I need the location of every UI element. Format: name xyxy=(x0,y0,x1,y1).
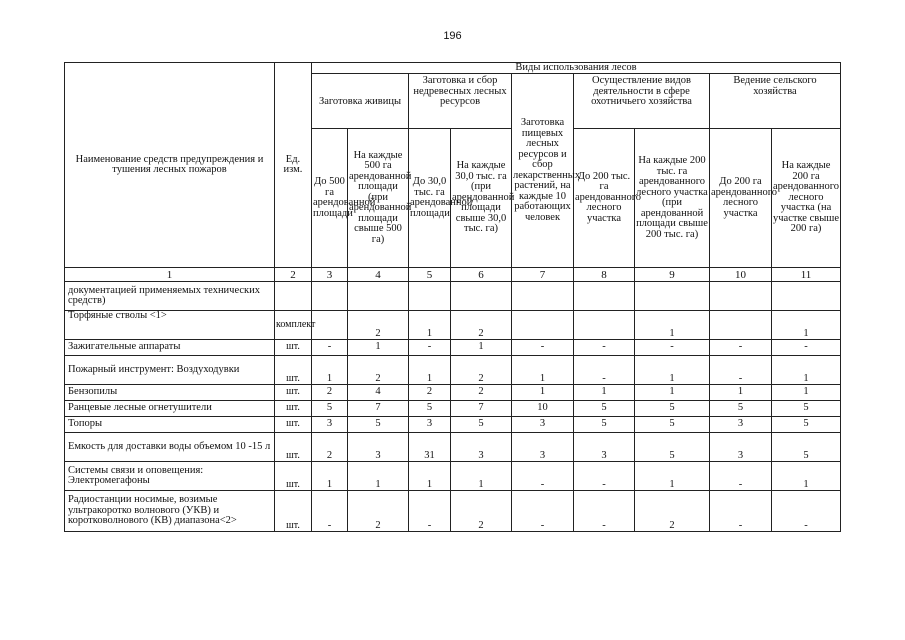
cell: 1 xyxy=(635,462,710,491)
column-number: 7 xyxy=(512,268,574,282)
header-name-column: Наименование средств предупреждения и тушения лесных пожаров xyxy=(65,63,275,268)
cell: 1 xyxy=(635,385,710,401)
column-number: 5 xyxy=(409,268,451,282)
cell: 5 xyxy=(574,401,635,417)
cell: 1 xyxy=(512,385,574,401)
row-unit: шт. xyxy=(275,433,312,462)
header-group-agriculture: Ведение сельского хозяйства xyxy=(710,74,841,129)
header-group-food-resources: Заготовка пищевых лесных ресурсов и сбор лекарственных растений, на каждые 10 работающих человек xyxy=(512,74,574,268)
header-sub-agri-per-200: На каждые 200 га арендованного лесного участка (на участке свыше 200 га) xyxy=(772,129,841,268)
cell: 3 xyxy=(451,433,512,462)
cell: 2 xyxy=(312,385,348,401)
cell: - xyxy=(574,340,635,356)
cell: - xyxy=(312,340,348,356)
cell: 1 xyxy=(451,462,512,491)
cell: 5 xyxy=(710,401,772,417)
column-number: 10 xyxy=(710,268,772,282)
cell: 7 xyxy=(451,401,512,417)
cell xyxy=(574,311,635,340)
cell xyxy=(772,282,841,311)
cell: - xyxy=(409,340,451,356)
row-name: Радиостанции носимые, возимые ультракоротко волнового (УКВ) и коротковолнового (КВ) диапазона<2> xyxy=(65,491,275,532)
row-unit: шт. xyxy=(275,417,312,433)
row-unit: шт. xyxy=(275,491,312,532)
row-unit xyxy=(275,282,312,311)
cell: 2 xyxy=(451,491,512,532)
header-sub-nontimber-per-30: На каждые 30,0 тыс. га (при арендованной площади свыше 30,0 тыс. га) xyxy=(451,129,512,268)
header-unit-column: Ед. изм. xyxy=(275,63,312,268)
cell xyxy=(451,282,512,311)
cell: 3 xyxy=(512,433,574,462)
column-number: 2 xyxy=(275,268,312,282)
cell xyxy=(512,282,574,311)
row-unit: шт. xyxy=(275,385,312,401)
column-number: 8 xyxy=(574,268,635,282)
page-number: 196 xyxy=(443,30,462,42)
column-number: 4 xyxy=(348,268,409,282)
row-name: Ранцевые лесные огнетушители xyxy=(65,401,275,417)
cell: 1 xyxy=(635,311,710,340)
cell: - xyxy=(312,491,348,532)
row-unit: шт. xyxy=(275,356,312,385)
cell: - xyxy=(710,340,772,356)
cell: 5 xyxy=(635,417,710,433)
table-row xyxy=(65,282,841,311)
cell: 4 xyxy=(348,385,409,401)
cell: 2 xyxy=(348,311,409,340)
cell: 1 xyxy=(348,340,409,356)
cell: 7 xyxy=(348,401,409,417)
cell: 2 xyxy=(348,491,409,532)
cell: 5 xyxy=(451,417,512,433)
cell: - xyxy=(512,491,574,532)
cell: 1 xyxy=(772,462,841,491)
row-unit: шт. xyxy=(275,340,312,356)
row-name: Емкость для доставки воды объемом 10 -15 л xyxy=(65,433,275,462)
cell: - xyxy=(574,356,635,385)
cell: 2 xyxy=(451,356,512,385)
cell: 2 xyxy=(451,385,512,401)
cell: 2 xyxy=(409,385,451,401)
header-group-non-timber: Заготовка и сбор недревесных лесных ресурсов xyxy=(409,74,512,129)
cell: 3 xyxy=(312,417,348,433)
cell: - xyxy=(574,491,635,532)
row-name: Пожарный инструмент: Воздуходувки xyxy=(65,356,275,385)
cell: 5 xyxy=(312,401,348,417)
row-unit: шт. xyxy=(275,401,312,417)
cell: 3 xyxy=(409,417,451,433)
header-sub-nontimber-upto-30: До 30,0 тыс. га арендованной площади xyxy=(409,129,451,268)
cell: 5 xyxy=(635,401,710,417)
cell: 5 xyxy=(409,401,451,417)
table-row xyxy=(65,401,841,417)
cell xyxy=(574,282,635,311)
cell xyxy=(348,282,409,311)
cell xyxy=(409,282,451,311)
header-sub-hunting-per-200: На каждые 200 тыс. га арендованного лесного участка (при арендованной площади свыше 200 тыс. га) xyxy=(635,129,710,268)
cell: 1 xyxy=(772,385,841,401)
column-number: 9 xyxy=(635,268,710,282)
cell: 3 xyxy=(348,433,409,462)
cell: 1 xyxy=(312,356,348,385)
column-number: 3 xyxy=(312,268,348,282)
cell xyxy=(635,282,710,311)
table-row xyxy=(65,356,841,385)
fire-equipment-table xyxy=(64,62,841,532)
column-number: 11 xyxy=(772,268,841,282)
cell: 31 xyxy=(409,433,451,462)
cell: 3 xyxy=(574,433,635,462)
cell: 1 xyxy=(409,462,451,491)
column-number: 1 xyxy=(65,268,275,282)
cell: 1 xyxy=(635,356,710,385)
table-row xyxy=(65,433,841,462)
header-top-group: Виды использования лесов xyxy=(312,63,841,74)
cell: - xyxy=(710,491,772,532)
table-row xyxy=(65,417,841,433)
table-row xyxy=(65,385,841,401)
cell: - xyxy=(512,462,574,491)
cell: - xyxy=(574,462,635,491)
cell: 1 xyxy=(409,311,451,340)
header-sub-resin-per-500: На каждые 500 га арендованной площади (при арендованной площади свыше 500 га) xyxy=(348,129,409,268)
cell: 5 xyxy=(574,417,635,433)
cell: 5 xyxy=(348,417,409,433)
cell: 1 xyxy=(574,385,635,401)
table-row xyxy=(65,311,841,340)
header-sub-resin-upto-500: До 500 га арендованной площади xyxy=(312,129,348,268)
cell: 5 xyxy=(772,417,841,433)
cell: 1 xyxy=(409,356,451,385)
cell: 5 xyxy=(635,433,710,462)
cell: 3 xyxy=(710,417,772,433)
header-group-hunting: Осуществление видов деятельности в сфере охотничьего хозяйства xyxy=(574,74,710,129)
cell: 5 xyxy=(772,433,841,462)
cell: 1 xyxy=(772,311,841,340)
cell: - xyxy=(710,462,772,491)
cell xyxy=(710,311,772,340)
cell: 3 xyxy=(512,417,574,433)
column-number: 6 xyxy=(451,268,512,282)
cell: 3 xyxy=(710,433,772,462)
row-name: Зажигательные аппараты xyxy=(65,340,275,356)
cell: - xyxy=(512,340,574,356)
row-name: Топоры xyxy=(65,417,275,433)
row-name: Системы связи и оповещения: Электромегафоны xyxy=(65,462,275,491)
cell: 2 xyxy=(635,491,710,532)
cell: 2 xyxy=(312,433,348,462)
cell: - xyxy=(409,491,451,532)
cell: - xyxy=(635,340,710,356)
table-row xyxy=(65,340,841,356)
header-sub-hunting-upto-200: До 200 тыс. га арендованного лесного участка xyxy=(574,129,635,268)
cell: 2 xyxy=(348,356,409,385)
row-name: Торфяные стволы <1> xyxy=(65,311,275,340)
table-row xyxy=(65,462,841,491)
cell: 1 xyxy=(312,462,348,491)
cell: - xyxy=(772,340,841,356)
cell: 10 xyxy=(512,401,574,417)
row-unit: шт. xyxy=(275,462,312,491)
cell: 1 xyxy=(710,385,772,401)
cell xyxy=(312,282,348,311)
cell: - xyxy=(710,356,772,385)
cell: 1 xyxy=(348,462,409,491)
header-sub-agri-upto-200: До 200 га арендованного лесного участка xyxy=(710,129,772,268)
cell: 5 xyxy=(772,401,841,417)
cell: 1 xyxy=(451,340,512,356)
cell: 2 xyxy=(451,311,512,340)
cell: 1 xyxy=(512,356,574,385)
header-group-resin: Заготовка живицы xyxy=(312,74,409,129)
cell: 1 xyxy=(772,356,841,385)
table-row xyxy=(65,491,841,532)
cell xyxy=(312,311,348,340)
row-name: Бензопилы xyxy=(65,385,275,401)
cell: - xyxy=(772,491,841,532)
row-name: документацией применяемых технических средств) xyxy=(65,282,275,311)
row-unit: комплект xyxy=(275,311,312,340)
cell xyxy=(512,311,574,340)
cell xyxy=(710,282,772,311)
